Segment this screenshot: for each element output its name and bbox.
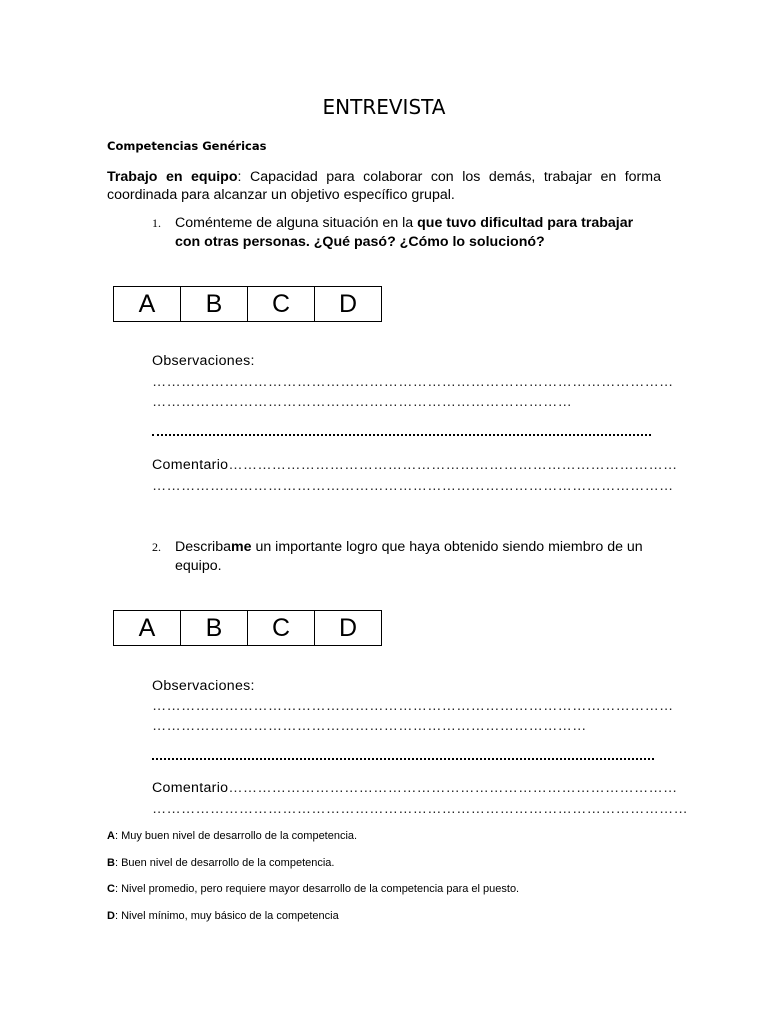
- observations-line[interactable]: ………………………………………………………………………………………………: [152, 698, 674, 714]
- legend-key: A: [107, 830, 115, 842]
- observations-line[interactable]: ………………………………………………………………………………………………: [152, 374, 674, 390]
- legend-key: B: [107, 857, 115, 869]
- question-2: [152, 538, 662, 576]
- legend-item-b: [107, 857, 334, 869]
- legend-text: : Nivel mínimo, muy básico de la competencia: [114, 910, 339, 922]
- question-number: 2.: [152, 540, 161, 554]
- grade-option-c[interactable]: C: [248, 611, 315, 646]
- legend-key: D: [107, 910, 115, 922]
- observations-line[interactable]: ……………………………………………………………………………: [152, 394, 573, 410]
- comment-line[interactable]: …………………………………………………………………………………………………: [152, 801, 689, 817]
- legend-item-d: [107, 910, 339, 922]
- observations-label: Observaciones:: [152, 678, 255, 694]
- comment-label: Comentario: [152, 780, 229, 796]
- grade-option-a[interactable]: A: [114, 611, 181, 646]
- question-1: [152, 214, 662, 252]
- comment-line[interactable]: …………………………………………………………………………………: [228, 457, 678, 473]
- legend-item-a: [107, 830, 357, 842]
- comment-field[interactable]: [152, 457, 677, 473]
- observations-line[interactable]: [152, 758, 654, 760]
- page-title: ENTREVISTA: [322, 95, 446, 119]
- competency-description: : Capacidad para colaborar con los demás, trabajar en forma coordinada para alcanzar un objetivo específico grupal.: [107, 169, 661, 203]
- competency-name: Trabajo en equipo: [107, 169, 238, 185]
- comment-line[interactable]: ………………………………………………………………………………………………: [152, 478, 674, 494]
- question-text-emphasis: que tuvo dificultad para trabajar con otras personas. ¿Qué pasó? ¿Cómo lo solucionó?: [175, 215, 634, 250]
- question-text-emphasis: me: [230, 539, 252, 555]
- question-number: 1.: [152, 216, 161, 230]
- observations-label: Observaciones:: [152, 353, 255, 369]
- observations-line[interactable]: ………………………………………………………………………………: [152, 718, 587, 734]
- grade-option-d[interactable]: D: [315, 611, 382, 646]
- grade-selector-1: [113, 286, 382, 322]
- question-text: un importante logro que haya obtenido siendo miembro de un equipo.: [175, 539, 643, 574]
- competency-definition: [107, 168, 661, 204]
- grade-option-b[interactable]: B: [181, 287, 248, 322]
- section-subheading: Competencias Genéricas: [107, 139, 267, 153]
- grade-option-d[interactable]: D: [315, 287, 382, 322]
- legend-text: : Nivel promedio, pero requiere mayor desarrollo de la competencia para el puesto.: [114, 883, 520, 895]
- grade-option-c[interactable]: C: [248, 287, 315, 322]
- legend-text: : Muy buen nivel de desarrollo de la competencia.: [114, 830, 358, 842]
- comment-line[interactable]: …………………………………………………………………………………: [228, 780, 678, 796]
- comment-label: Comentario: [152, 457, 229, 473]
- grade-option-b[interactable]: B: [181, 611, 248, 646]
- question-text: Describa: [175, 539, 231, 555]
- legend-key: C: [107, 883, 115, 895]
- legend-text: : Buen nivel de desarrollo de la competencia.: [114, 857, 335, 869]
- grade-selector-2: [113, 610, 382, 646]
- grade-option-a[interactable]: A: [114, 287, 181, 322]
- question-text: Coménteme de alguna situación en la: [175, 215, 418, 231]
- observations-line[interactable]: [152, 434, 651, 436]
- legend-item-c: [107, 883, 519, 895]
- comment-field[interactable]: [152, 780, 677, 796]
